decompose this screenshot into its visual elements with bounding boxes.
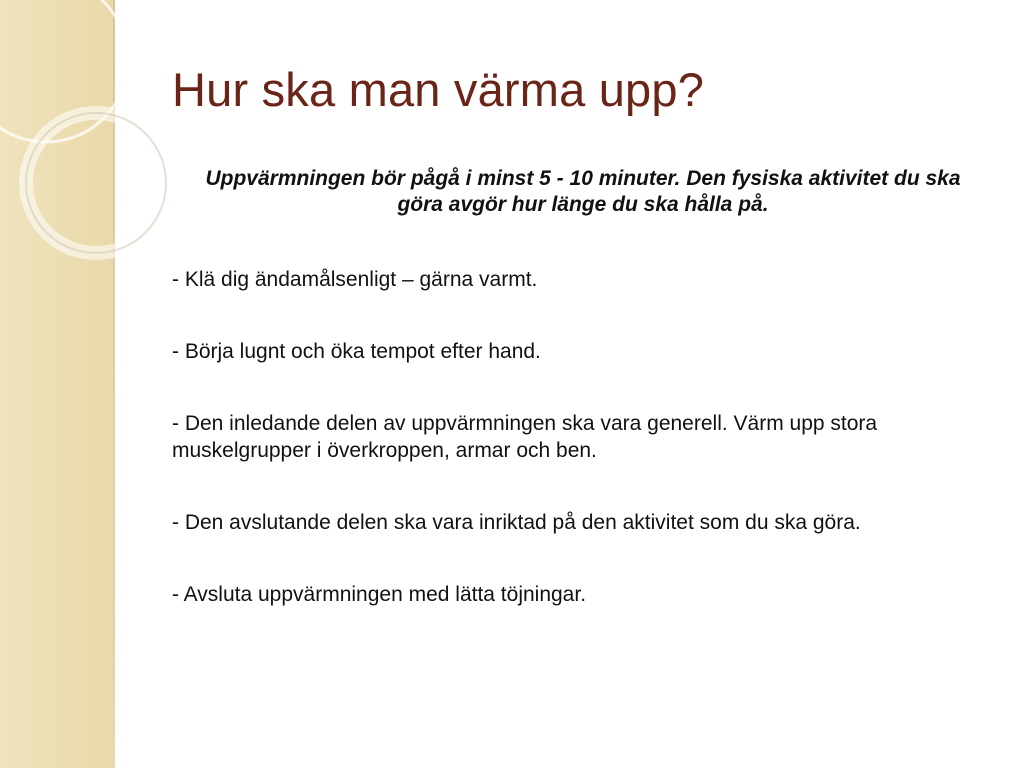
side-band-edge (113, 0, 115, 768)
decorative-side-band (0, 0, 113, 768)
intro-paragraph: Uppvärmningen bör pågå i minst 5 - 10 minuter. Den fysiska aktivitet du ska göra avgör hur länge du ska hålla på. (205, 167, 961, 216)
bullet-item: - Klä dig ändamålsenligt – gärna varmt. (172, 268, 538, 291)
bullet-item: - Börja lugnt och öka tempot efter hand. (172, 340, 541, 363)
bullet-list (172, 266, 972, 653)
bullet-item: - Avsluta uppvärmningen med lätta töjningar. (172, 583, 587, 606)
bullet-item: - Den avslutande delen ska vara inriktad på den aktivitet som du ska göra. (172, 511, 861, 534)
slide-title: Hur ska man värma upp? (172, 63, 705, 116)
bullet-item: - Den inledande delen av uppvärmningen ska vara generell. Värm upp stora muskelgrupper i överkroppen, armar och ben. (172, 412, 878, 462)
